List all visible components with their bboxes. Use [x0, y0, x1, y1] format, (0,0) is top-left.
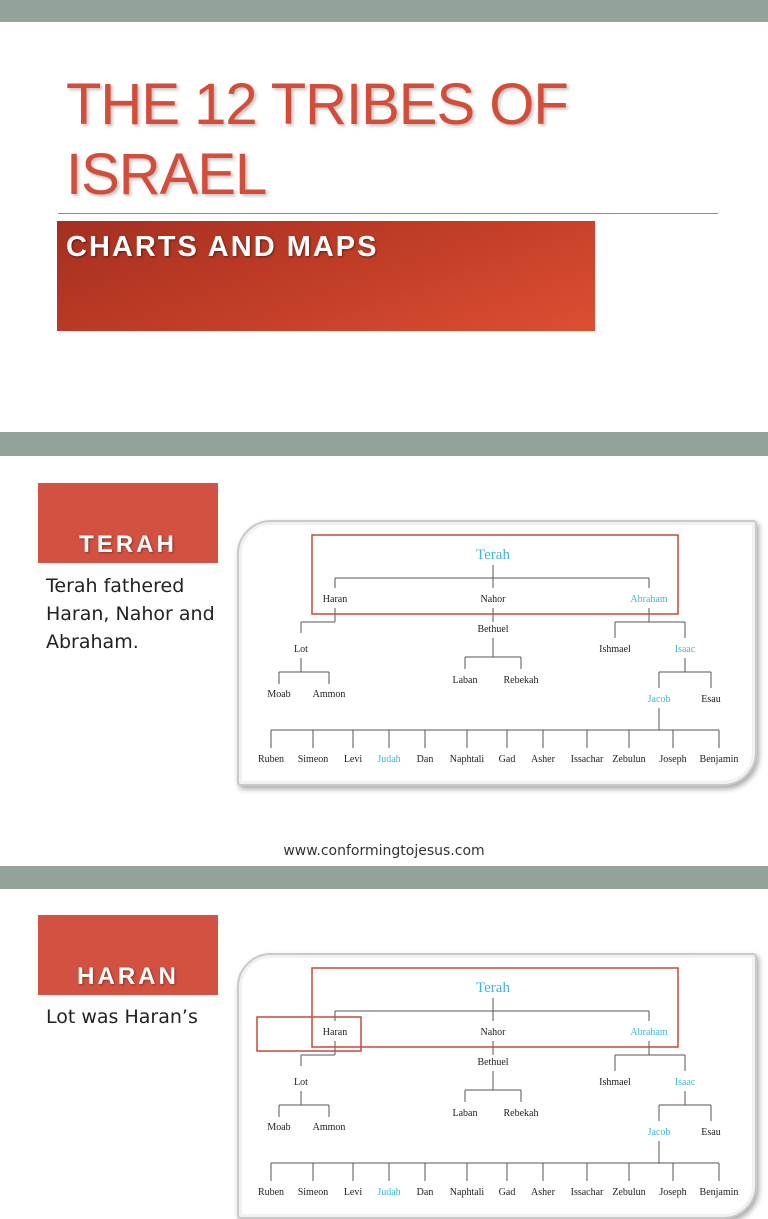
tree-node-tribe-ruben: Ruben: [257, 1187, 285, 1198]
tree-node-nahor: Nahor: [480, 1027, 506, 1038]
tree-node-tribe-zebulun: Zebulun: [612, 1187, 646, 1198]
footer-url[interactable]: www.conformingtojesus.com: [283, 843, 485, 859]
tree-node-tribe-joseph: Joseph: [659, 754, 687, 765]
tree-node-tribe-issachar: Issachar: [570, 754, 604, 765]
tree-node-haran: Haran: [322, 594, 348, 605]
slide-gap-band-top: [0, 0, 768, 22]
tree-node-lot: Lot: [294, 1077, 308, 1088]
tree-node-tribe-simeon: Simeon: [297, 754, 329, 765]
tree-node-tribe-naphtali: Naphtali: [449, 1187, 485, 1198]
tree-node-laban: Laban: [452, 675, 478, 686]
tree-node-rebekah: Rebekah: [503, 675, 539, 686]
tree-node-laban: Laban: [452, 1108, 478, 1119]
slide-haran[interactable]: [0, 889, 768, 1198]
tree-node-tribe-simeon: Simeon: [297, 1187, 329, 1198]
subtitle-banner: [57, 221, 595, 331]
tree-node-tribe-joseph: Joseph: [659, 1187, 687, 1198]
tree-node-tribe-dan: Dan: [416, 1187, 434, 1198]
tree-node-bethuel: Bethuel: [477, 1057, 509, 1068]
heading-terah: TERAH: [79, 531, 177, 558]
tree-node-tribe-judah: Judah: [377, 754, 401, 765]
slide-title[interactable]: [0, 22, 768, 432]
tree-node-moab: Moab: [267, 1122, 291, 1133]
tree-node-ammon: Ammon: [312, 689, 346, 700]
tree-node-ammon: Ammon: [312, 1122, 346, 1133]
heading-haran: HARAN: [77, 963, 179, 990]
tree-node-tribe-ruben: Ruben: [257, 754, 285, 765]
family-tree-frame: [237, 520, 757, 786]
tree-node-moab: Moab: [267, 689, 291, 700]
tree-node-tribe-asher: Asher: [531, 754, 555, 765]
tree-node-abraham: Abraham: [630, 594, 668, 605]
tree-node-bethuel: Bethuel: [477, 624, 509, 635]
tree-node-tribe-naphtali: Naphtali: [449, 754, 485, 765]
family-tree-diagram-2: [239, 955, 755, 1217]
slide-title-heading: [66, 70, 706, 210]
title-line-2: ISRAEL: [66, 142, 267, 207]
tree-node-abraham: Abraham: [630, 1027, 668, 1038]
tree-node-rebekah: Rebekah: [503, 1108, 539, 1119]
tree-node-terah: Terah: [476, 980, 510, 996]
tree-node-tribe-levi: Levi: [343, 1187, 363, 1198]
tree-node-ishmael: Ishmael: [599, 1077, 631, 1088]
tree-node-tribe-zebulun: Zebulun: [612, 754, 646, 765]
tree-node-haran: Haran: [322, 1027, 348, 1038]
subtitle-text: CHARTS AND MAPS: [66, 231, 379, 263]
title-line-1: THE 12 TRIBES OF: [66, 72, 568, 137]
tree-node-tribe-judah: Judah: [377, 1187, 401, 1198]
tree-node-tribe-asher: Asher: [531, 1187, 555, 1198]
tree-node-esau: Esau: [701, 694, 721, 705]
tree-node-tribe-gad: Gad: [498, 1187, 516, 1198]
heading-box-terah: [38, 483, 218, 563]
terah-description: Terah fathered Haran, Nahor and Abraham.: [46, 575, 215, 653]
tree-node-jacob: Jacob: [647, 694, 671, 705]
tree-node-jacob: Jacob: [647, 1127, 671, 1138]
tree-node-esau: Esau: [701, 1127, 721, 1138]
family-tree-diagram: [239, 522, 755, 784]
tree-node-nahor: Nahor: [480, 594, 506, 605]
title-divider: [58, 213, 718, 214]
family-tree-frame-2: [237, 953, 757, 1219]
tree-node-tribe-levi: Levi: [343, 754, 363, 765]
tree-node-tribe-benjamin: Benjamin: [699, 754, 739, 765]
tree-node-tribe-benjamin: Benjamin: [699, 1187, 739, 1198]
tree-node-lot: Lot: [294, 644, 308, 655]
tree-node-isaac: Isaac: [674, 1077, 696, 1088]
tree-node-terah: Terah: [476, 547, 510, 563]
tree-node-tribe-dan: Dan: [416, 754, 434, 765]
slide-gap-band-2: [0, 866, 768, 889]
tree-node-isaac: Isaac: [674, 644, 696, 655]
haran-description: Lot was Haran’s: [46, 1006, 198, 1028]
heading-box-haran: [38, 915, 218, 995]
tree-node-ishmael: Ishmael: [599, 644, 631, 655]
slide-gap-band-1: [0, 432, 768, 456]
tree-node-tribe-gad: Gad: [498, 754, 516, 765]
slide-terah[interactable]: [0, 456, 768, 866]
tree-node-tribe-issachar: Issachar: [570, 1187, 604, 1198]
